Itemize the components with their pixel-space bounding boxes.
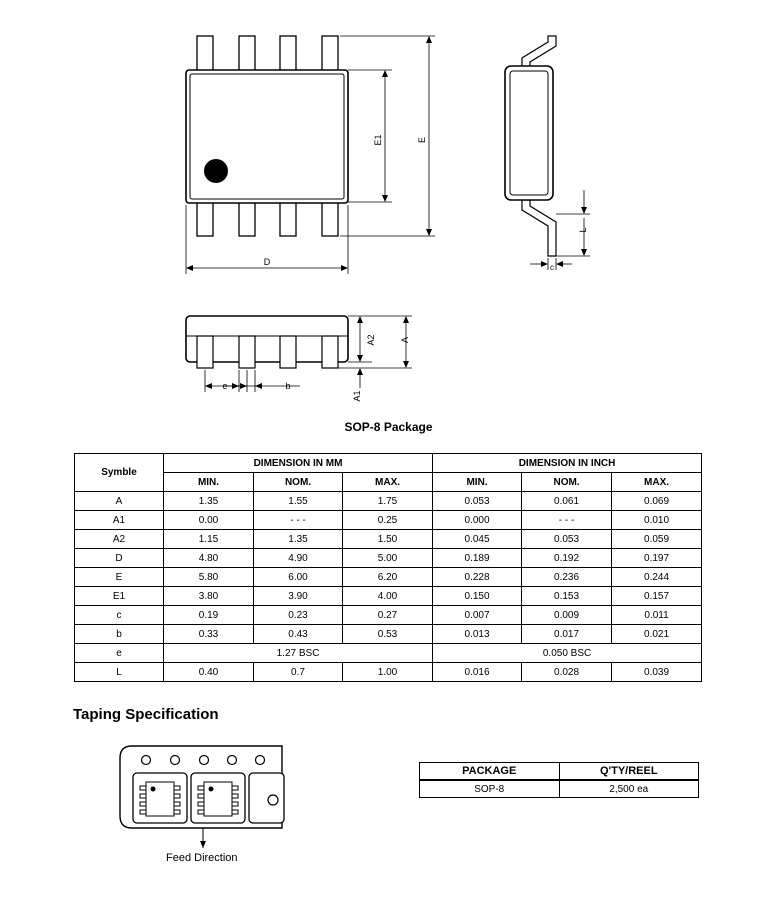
- value-cell: 1.55: [254, 492, 343, 511]
- value-cell: 0.19: [164, 606, 254, 625]
- label-b: b: [285, 381, 291, 391]
- value-cell: 1.15: [164, 530, 254, 549]
- symbol-cell: L: [75, 663, 164, 682]
- value-cell: 0.010: [612, 511, 702, 530]
- value-cell: 0.228: [433, 568, 522, 587]
- value-cell: 0.25: [343, 511, 433, 530]
- pin1-marker-icon: [204, 159, 228, 183]
- value-cell: 0.069: [612, 492, 702, 511]
- symbol-header: Symble: [75, 454, 164, 492]
- value-cell: 0.000: [433, 511, 522, 530]
- value-cell: 1.00: [343, 663, 433, 682]
- label-c: c: [550, 263, 554, 270]
- value-cell: 0.53: [343, 625, 433, 644]
- sub-header: MIN.: [433, 473, 522, 492]
- value-cell: 0.045: [433, 530, 522, 549]
- value-cell: 0.150: [433, 587, 522, 606]
- value-cell: 1.35: [164, 492, 254, 511]
- value-cell: 3.80: [164, 587, 254, 606]
- label-A1: A1: [352, 390, 362, 402]
- label-L: L: [578, 227, 588, 233]
- table-row: [75, 644, 702, 663]
- value-cell: 4.80: [164, 549, 254, 568]
- value-cell: 0.244: [612, 568, 702, 587]
- label-D: D: [263, 257, 271, 267]
- qty-header: Q'TY/REEL: [559, 763, 699, 781]
- value-cell: 0.009: [522, 606, 612, 625]
- dimension-table: [74, 453, 702, 682]
- bsc-cell: 0.050 BSC: [433, 644, 702, 663]
- table-row: [75, 549, 702, 568]
- table-row: [75, 587, 702, 606]
- symbol-cell: b: [75, 625, 164, 644]
- bsc-cell: 1.27 BSC: [164, 644, 433, 663]
- symbol-cell: e: [75, 644, 164, 663]
- value-cell: 4.00: [343, 587, 433, 606]
- tape-drawing: [110, 740, 290, 850]
- value-cell: 1.50: [343, 530, 433, 549]
- value-cell: 3.90: [254, 587, 343, 606]
- top-view-drawing: [170, 30, 440, 280]
- value-cell: 5.00: [343, 549, 433, 568]
- label-E1: E1: [373, 134, 383, 146]
- symbol-cell: E: [75, 568, 164, 587]
- symbol-cell: A1: [75, 511, 164, 530]
- side-view-drawing: [495, 30, 595, 270]
- value-cell: 4.90: [254, 549, 343, 568]
- label-e: e: [222, 381, 228, 391]
- table-row: [75, 511, 702, 530]
- package-cell: SOP-8: [420, 780, 560, 798]
- symbol-cell: E1: [75, 587, 164, 606]
- value-cell: 0.27: [343, 606, 433, 625]
- label-E: E: [417, 136, 427, 144]
- front-view-drawing: [180, 305, 420, 415]
- value-cell: 0.236: [522, 568, 612, 587]
- sub-header: MIN.: [164, 473, 254, 492]
- taping-title: Taping Specification: [73, 706, 219, 723]
- value-cell: 0.053: [522, 530, 612, 549]
- value-cell: 0.013: [433, 625, 522, 644]
- value-cell: 0.153: [522, 587, 612, 606]
- value-cell: 0.011: [612, 606, 702, 625]
- value-cell: 0.00: [164, 511, 254, 530]
- value-cell: 0.061: [522, 492, 612, 511]
- table-row: [75, 625, 702, 644]
- symbol-cell: D: [75, 549, 164, 568]
- inch-header: DIMENSION IN INCH: [433, 454, 702, 473]
- value-cell: - - -: [522, 511, 612, 530]
- value-cell: 0.7: [254, 663, 343, 682]
- value-cell: 0.189: [433, 549, 522, 568]
- value-cell: 0.039: [612, 663, 702, 682]
- label-A2: A2: [366, 334, 376, 346]
- value-cell: 0.33: [164, 625, 254, 644]
- table-row: [75, 568, 702, 587]
- value-cell: 0.053: [433, 492, 522, 511]
- table-row: [75, 530, 702, 549]
- table-row: [420, 780, 699, 798]
- value-cell: 0.157: [612, 587, 702, 606]
- value-cell: 5.80: [164, 568, 254, 587]
- qty-cell: 2,500 ea: [559, 780, 699, 798]
- value-cell: 0.017: [522, 625, 612, 644]
- sub-header: NOM.: [522, 473, 612, 492]
- table-row: [75, 492, 702, 511]
- value-cell: 0.007: [433, 606, 522, 625]
- mm-header: DIMENSION IN MM: [164, 454, 433, 473]
- symbol-cell: A2: [75, 530, 164, 549]
- package-table: [419, 762, 699, 798]
- symbol-cell: c: [75, 606, 164, 625]
- label-A: A: [400, 336, 410, 344]
- sub-header: NOM.: [254, 473, 343, 492]
- value-cell: 0.021: [612, 625, 702, 644]
- sub-header: MAX.: [343, 473, 433, 492]
- package-header: PACKAGE: [420, 763, 560, 781]
- value-cell: 0.192: [522, 549, 612, 568]
- value-cell: 1.35: [254, 530, 343, 549]
- value-cell: 0.23: [254, 606, 343, 625]
- sub-header: MAX.: [612, 473, 702, 492]
- value-cell: 0.059: [612, 530, 702, 549]
- feed-direction-label: Feed Direction: [166, 852, 238, 864]
- value-cell: - - -: [254, 511, 343, 530]
- value-cell: 1.75: [343, 492, 433, 511]
- symbol-cell: A: [75, 492, 164, 511]
- value-cell: 0.197: [612, 549, 702, 568]
- value-cell: 0.43: [254, 625, 343, 644]
- table-row: [75, 663, 702, 682]
- value-cell: 6.20: [343, 568, 433, 587]
- value-cell: 0.028: [522, 663, 612, 682]
- value-cell: 0.016: [433, 663, 522, 682]
- table-row: [75, 606, 702, 625]
- value-cell: 6.00: [254, 568, 343, 587]
- package-caption: SOP-8 Package: [344, 420, 433, 434]
- value-cell: 0.40: [164, 663, 254, 682]
